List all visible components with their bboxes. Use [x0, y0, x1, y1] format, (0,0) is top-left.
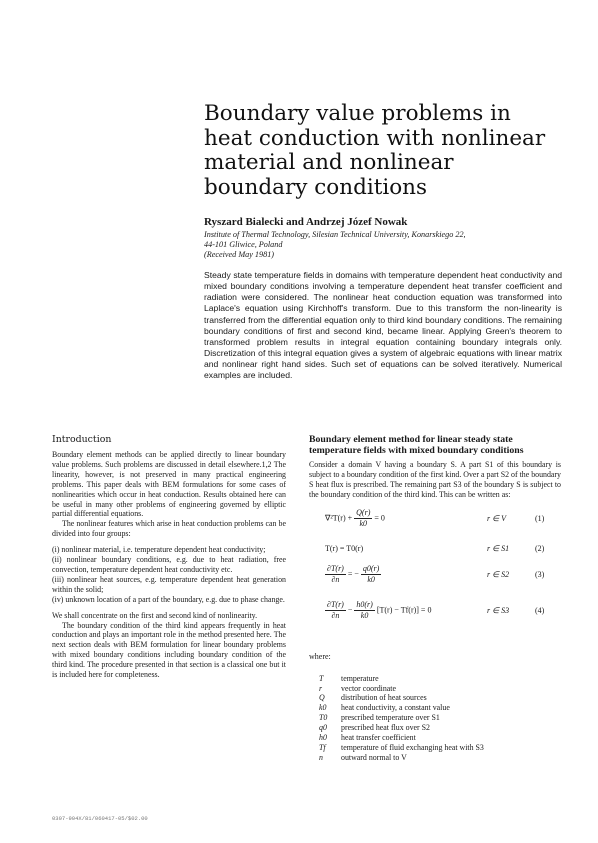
bem-paragraph: Consider a domain V having a boundary S. A part S1 of this boundary is subject to a boundary condition of the first kind. Over a part S2 of the boundary S heat flux is prescribed. The remaining part S3 of the boundary S is subject to the boundary condition of the third kind. This can be written as: — [309, 460, 562, 499]
title-line: boundary conditions — [204, 174, 428, 200]
equation-2-domain: r ∈ S1 — [487, 543, 510, 553]
symbol-row: Q distribution of heat sources — [319, 693, 427, 703]
equation-1-domain: r ∈ V — [487, 513, 506, 523]
nonlinearity-list-item: (i) nonlinear material, i.e. temperature dependent heat conductivity; — [52, 545, 266, 555]
right-column — [309, 434, 561, 763]
equation-1: ∇²T(r) + $\frac{Q(r)}{k0}$ = 0 — [325, 507, 385, 528]
equation-2: T(r) = T0(r) — [325, 543, 364, 553]
nonlinearity-list-item: (ii) nonlinear boundary conditions, e.g. due to heat radiation, free convection, temperature dependent heat conductivity etc. — [52, 555, 286, 574]
equation-4-number: (4) — [535, 605, 545, 615]
where-label: where: — [309, 651, 331, 661]
symbol-row: r vector coordinate — [319, 683, 396, 693]
nonlinearity-list-item: (iii) nonlinear heat sources, e.g. temperature dependent heat generation within the solid; — [52, 574, 286, 594]
authors: Ryszard Bialecki and Andrzej Józef Nowak — [204, 216, 408, 228]
page-footer-code: 0307-904X/81/060417-05/$02.00 — [52, 815, 148, 822]
title-line: heat conduction with nonlinear — [204, 125, 546, 151]
equation-4: $\frac{\partial T(r)}{\partial n}$ − $\frac{h0(r)}{k0}$ [T(r) − Tf(r)] = 0 — [327, 599, 432, 620]
symbol-row: n outward normal to V — [319, 752, 407, 762]
article-title — [204, 102, 564, 200]
nonlinearity-list-item: (iv) unknown location of a part of the boundary, e.g. due to phase change. — [52, 594, 285, 604]
equation-1-number: (1) — [535, 513, 545, 523]
symbol-row: h0 heat transfer coefficient — [319, 733, 416, 743]
left-column — [52, 434, 286, 680]
intro-paragraph: The nonlinear features which arise in heat conduction problems can be divided into four groups: — [52, 519, 286, 539]
equation-3-number: (3) — [535, 569, 545, 579]
affiliation-line: Institute of Thermal Technology, Silesian Technical University, Konarskiego 22, — [204, 230, 466, 239]
equation-block — [309, 502, 561, 674]
section-heading-introduction: Introduction — [52, 434, 112, 445]
intro-paragraph: The boundary condition of the third kind appears frequently in heat conduction and plays an important role in the method presented here. The next section deals with BEM formulation for linear boundary problems with mixed boundary conditions including boundary condition of the third kind. The procedure presented in that section is a classical one but it is included here for completeness. — [52, 620, 286, 680]
symbol-row: Tf temperature of fluid exchanging heat with S3 — [319, 742, 484, 752]
equation-2-number: (2) — [535, 543, 545, 553]
title-line: material and nonlinear — [204, 150, 454, 175]
equation-3-domain: r ∈ S2 — [487, 569, 510, 579]
equation-3: $\frac{\partial T(r)}{\partial n}$ = − $\frac{q0(r)}{k0}$ — [327, 563, 380, 584]
abstract: Steady state temperature fields in domains with temperature dependent heat conductivity and mixed boundary conditions involving a temperature dependent heat transfer coefficient and radiation were considered. The nonlinear heat conduction equation was transformed into Laplace's equation using Kirchhoff's transform. Due to this transform the non-linearity is transferred from the differential equation only to third kind boundary conditions. The remaining boundary conditions of first and second kind, became linear. Applying Green's theorem to transformed problem results in integral equation containing boundary integrals only. Discretization of this integral equation gives a system of algebraic equations with linear matrix and nonlinear right hand sides. Such set of equations can be solved iteratively. Numerical examples are included. — [204, 270, 562, 381]
affiliation-line: 44-101 Gliwice, Poland — [204, 240, 283, 249]
section-heading-bem: Boundary element method for linear steady state temperature fields with mixed boundary conditions — [309, 434, 524, 456]
symbol-row: T0 prescribed temperature over S1 — [319, 713, 440, 723]
symbol-row: q0 prescribed heat flux over S2 — [319, 723, 430, 733]
title-line: Boundary value problems in — [204, 101, 511, 126]
symbol-list — [309, 674, 561, 763]
symbol-row: T temperature — [319, 673, 379, 683]
received-date: (Received May 1981) — [204, 250, 275, 259]
equation-4-domain: r ∈ S3 — [487, 605, 510, 615]
intro-paragraph: We shall concentrate on the first and second kind of nonlinearity. — [52, 610, 258, 620]
symbol-row: k0 heat conductivity, a constant value — [319, 703, 450, 713]
affiliation — [204, 230, 564, 260]
intro-paragraph: Boundary element methods can be applied directly to linear boundary value problems. Such problems are discussed in detail elsewhere.1,2 The linearity, however, is not preserved in many practical engineering problems. This paper deals with BEM formulations for some cases of nonlinearities which occur in heat conduction. Results obtained here can be useful in many other problems of engineering governed by elliptic partial differential equations. — [52, 450, 286, 519]
